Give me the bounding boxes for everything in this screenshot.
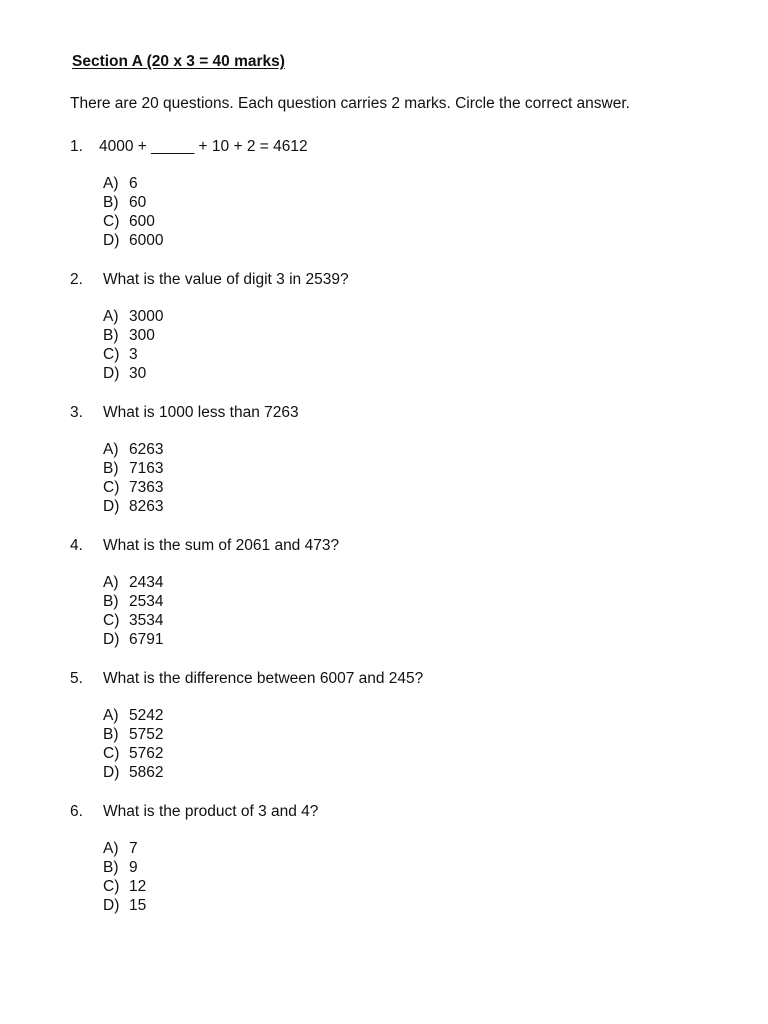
option-value: 300	[129, 327, 155, 344]
option-value: 12	[129, 878, 147, 895]
question-number: 2.	[70, 271, 83, 288]
question-line	[70, 403, 730, 422]
option-value: 30	[129, 365, 147, 382]
question-line	[70, 536, 730, 555]
option-letter: B)	[103, 460, 119, 477]
option-value: 6	[129, 175, 138, 192]
option-letter: B)	[103, 593, 119, 610]
option-value: 6791	[129, 631, 164, 648]
question-number: 1.	[70, 138, 83, 155]
option-letter: B)	[103, 194, 119, 211]
question-line	[70, 137, 730, 156]
option-letter: C)	[103, 346, 120, 363]
option-value: 6263	[129, 441, 164, 458]
option-letter: D)	[103, 365, 120, 382]
question-text: What is the sum of 2061 and 473?	[103, 537, 340, 554]
question-number: 6.	[70, 803, 83, 820]
option-letter: C)	[103, 745, 120, 762]
option-value: 5862	[129, 764, 164, 781]
option-value: 5242	[129, 707, 164, 724]
question-text: What is 1000 less than 7263	[103, 404, 299, 421]
option-value: 600	[129, 213, 155, 230]
question-text: What is the difference between 6007 and 245?	[103, 670, 424, 687]
option-value: 3000	[129, 308, 164, 325]
question-text: What is the value of digit 3 in 2539?	[103, 271, 349, 288]
question-text: 4000 + _____ + 10 + 2 = 4612	[99, 138, 308, 155]
instructions: There are 20 questions. Each question carries 2 marks. Circle the correct answer.	[70, 95, 630, 112]
question-6	[70, 802, 730, 914]
question-1	[70, 137, 730, 249]
question-5	[70, 669, 730, 781]
question-3	[70, 403, 730, 515]
option-letter: A)	[103, 308, 119, 325]
option-letter: D)	[103, 631, 120, 648]
option-letter: A)	[103, 441, 119, 458]
option-letter: A)	[103, 840, 119, 857]
option-letter: D)	[103, 764, 120, 781]
option-letter: C)	[103, 612, 120, 629]
option-value: 9	[129, 859, 138, 876]
question-text: What is the product of 3 and 4?	[103, 803, 319, 820]
option-value: 2534	[129, 593, 164, 610]
option-value: 15	[129, 897, 147, 914]
option-value: 8263	[129, 498, 164, 515]
option-value: 5752	[129, 726, 164, 743]
option-value: 3534	[129, 612, 164, 629]
section-title	[72, 52, 285, 71]
section-title-text: Section A (20 x 3 = 40 marks)	[72, 53, 285, 70]
option-letter: B)	[103, 327, 119, 344]
option-value: 3	[129, 346, 138, 363]
option-letter: A)	[103, 707, 119, 724]
question-line	[70, 270, 730, 289]
question-number: 3.	[70, 404, 83, 421]
option-value: 60	[129, 194, 147, 211]
question-2	[70, 270, 730, 382]
option-letter: D)	[103, 897, 120, 914]
option-letter: B)	[103, 859, 119, 876]
option-value: 7	[129, 840, 138, 857]
option-letter: A)	[103, 574, 119, 591]
option-letter: D)	[103, 498, 120, 515]
option-letter: C)	[103, 213, 120, 230]
question-4	[70, 536, 730, 648]
option-value: 5762	[129, 745, 164, 762]
option-letter: C)	[103, 479, 120, 496]
option-value: 6000	[129, 232, 164, 249]
option-letter: B)	[103, 726, 119, 743]
option-letter: C)	[103, 878, 120, 895]
question-number: 5.	[70, 670, 83, 687]
option-letter: D)	[103, 232, 120, 249]
option-value: 2434	[129, 574, 164, 591]
question-line	[70, 669, 730, 688]
option-letter: A)	[103, 175, 119, 192]
option-value: 7163	[129, 460, 164, 477]
question-line	[70, 802, 730, 821]
question-number: 4.	[70, 537, 83, 554]
option-value: 7363	[129, 479, 164, 496]
